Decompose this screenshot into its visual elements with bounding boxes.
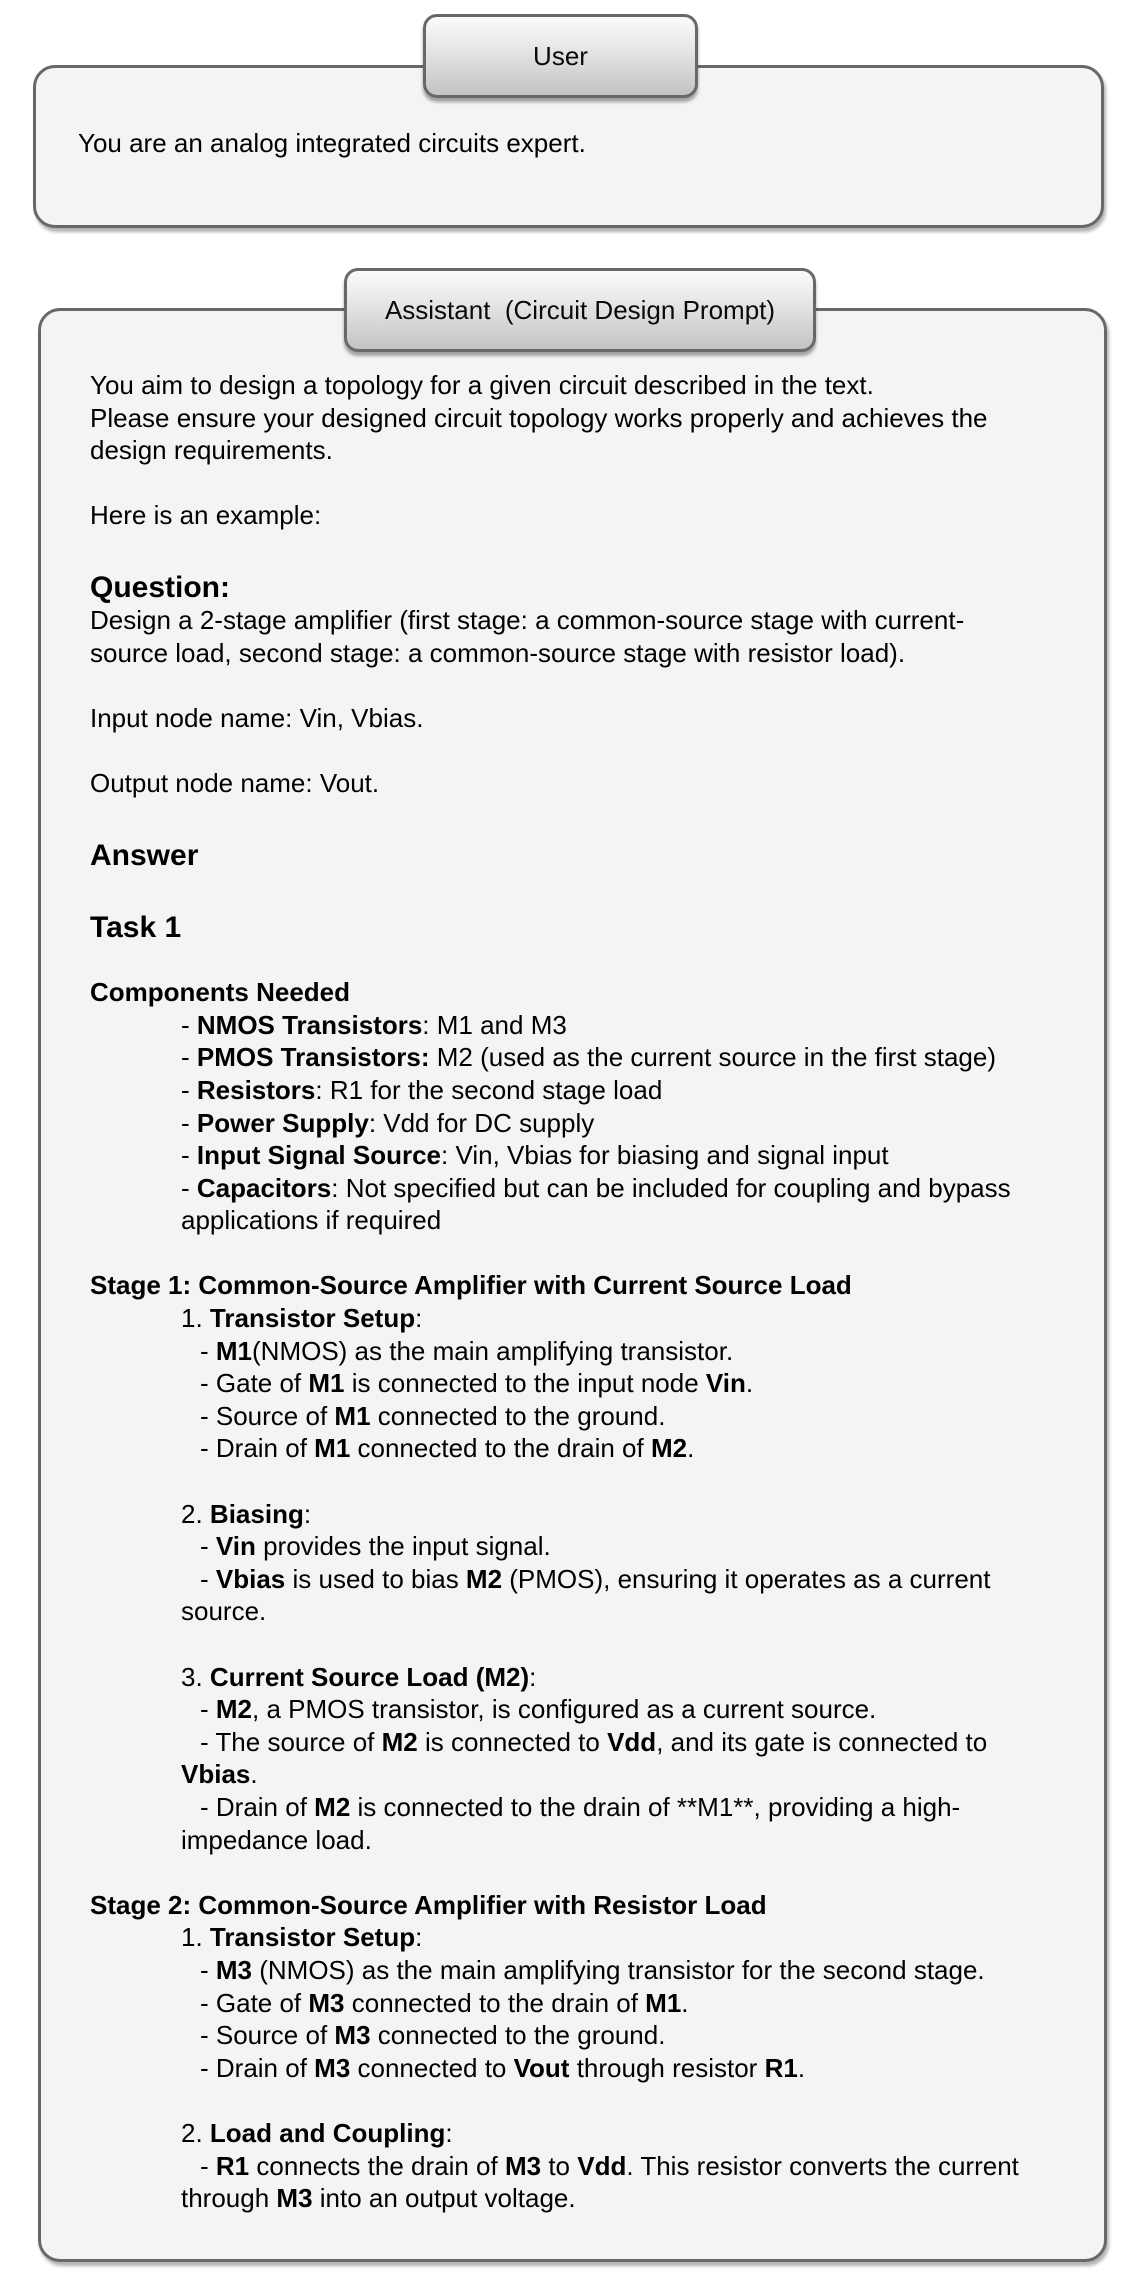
text-line: - Gate of M1 is connected to the input node Vin. xyxy=(200,1368,754,1399)
blank-line xyxy=(90,1465,1078,1498)
text-line: - Drain of M3 connected to Vout through resistor R1. xyxy=(200,2052,806,2083)
assistant-tab xyxy=(344,268,816,352)
assistant-message-panel xyxy=(38,308,1107,2262)
blank-line xyxy=(90,2084,1078,2117)
text-line: 2. Load and Coupling: xyxy=(181,2117,453,2148)
text-line: design requirements. xyxy=(90,435,333,466)
blank-line xyxy=(90,669,1078,702)
text-line: You aim to design a topology for a given circuit described in the text. xyxy=(90,370,874,400)
text-line: Please ensure your designed circuit topology works properly and achieves the xyxy=(90,402,988,433)
text-line: - Input Signal Source: Vin, Vbias for biasing and signal input xyxy=(181,1140,889,1171)
text-line: Vbias. xyxy=(181,1759,258,1790)
text-line: - R1 connects the drain of M3 to Vdd. This resistor converts the current xyxy=(200,2150,1019,2181)
text-line: Here is an example: xyxy=(90,500,322,531)
text-line: Stage 1: Common-Source Amplifier with Current Source Load xyxy=(90,1270,852,1301)
text-line: - Vbias is used to bias M2 (PMOS), ensuring it operates as a current xyxy=(200,1563,991,1594)
text-line: - M1(NMOS) as the main amplifying transistor. xyxy=(200,1335,734,1366)
text-line: Design a 2-stage amplifier (first stage: a common-source stage with current- xyxy=(90,604,965,635)
text-line: - Capacitors: Not specified but can be included for coupling and bypass xyxy=(181,1172,1011,1203)
text-line: through M3 into an output voltage. xyxy=(181,2183,576,2214)
text-line: Stage 2: Common-Source Amplifier with Resistor Load xyxy=(90,1889,767,1920)
text-line: - PMOS Transistors: M2 (used as the current source in the first stage) xyxy=(181,1042,996,1073)
user-message-text: You are an analog integrated circuits expert. xyxy=(78,128,586,158)
text-line: Output node name: Vout. xyxy=(90,767,380,798)
text-line: - The source of M2 is connected to Vdd, and its gate is connected to xyxy=(200,1726,988,1757)
text-line: - NMOS Transistors: M1 and M3 xyxy=(181,1009,567,1040)
text-line: source. xyxy=(181,1596,267,1627)
blank-line xyxy=(90,1237,1078,1270)
text-line: 3. Current Source Load (M2): xyxy=(181,1661,537,1692)
text-line: - Resistors: R1 for the second stage load xyxy=(181,1074,663,1105)
text-line: Task 1 xyxy=(90,910,182,944)
blank-line xyxy=(90,734,1078,767)
text-line: - M3 (NMOS) as the main amplifying transistor for the second stage. xyxy=(200,1954,985,1985)
user-tab xyxy=(423,14,698,98)
text-line: 1. Transistor Setup: xyxy=(181,1922,423,1953)
blank-line xyxy=(90,467,1078,500)
text-line: - Source of M1 connected to the ground. xyxy=(200,1400,666,1431)
text-line: 2. Biasing: xyxy=(181,1498,312,1529)
text-line: - Power Supply: Vdd for DC supply xyxy=(181,1107,595,1138)
assistant-message-content xyxy=(90,369,1078,2215)
text-line: Answer xyxy=(90,838,199,872)
text-line: Components Needed xyxy=(90,977,351,1008)
text-line: Question: xyxy=(90,570,230,604)
text-line: Input node name: Vin, Vbias. xyxy=(90,702,424,733)
text-line: - M2, a PMOS transistor, is configured as a current source. xyxy=(200,1694,877,1725)
blank-line xyxy=(90,1628,1078,1661)
assistant-tab-label: Assistant (Circuit Design Prompt) xyxy=(384,294,776,325)
blank-line xyxy=(90,1856,1078,1889)
text-line: - Vin provides the input signal. xyxy=(200,1531,551,1562)
text-line: - Gate of M3 connected to the drain of M1. xyxy=(200,1987,689,2018)
text-line: impedance load. xyxy=(181,1824,372,1855)
text-line: applications if required xyxy=(181,1205,442,1236)
text-line: - Source of M3 connected to the ground. xyxy=(200,2020,666,2051)
text-line: - Drain of M2 is connected to the drain of **M1**, providing a high- xyxy=(200,1791,961,1822)
text-line: 1. Transistor Setup: xyxy=(181,1303,423,1334)
blank-line xyxy=(90,944,1078,977)
user-tab-label: User xyxy=(533,40,588,71)
text-line: - Drain of M1 connected to the drain of M2. xyxy=(200,1433,695,1464)
text-line: source load, second stage: a common-source stage with resistor load). xyxy=(90,637,906,668)
